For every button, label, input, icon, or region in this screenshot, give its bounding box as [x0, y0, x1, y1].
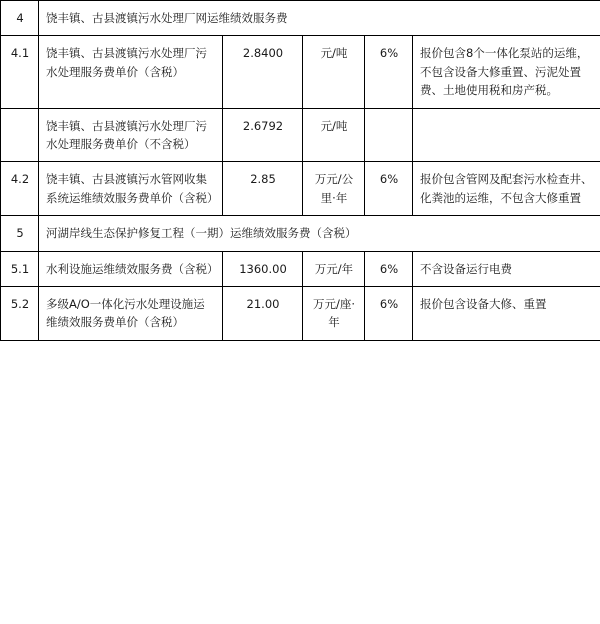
row-tax-rate: 6% [365, 251, 413, 286]
row-item-name: 水利设施运维绩效服务费（含税） [39, 251, 223, 286]
row-tax-rate: 6% [365, 36, 413, 108]
row-remark: 不含设备运行电费 [413, 251, 600, 286]
row-remark [413, 108, 600, 162]
row-number: 5.1 [1, 251, 39, 286]
row-unit: 元/吨 [303, 108, 365, 162]
table-row [1, 1, 600, 36]
row-item-name: 饶丰镇、古县渡镇污水处理厂污水处理服务费单价（不含税） [39, 108, 223, 162]
row-item-name: 饶丰镇、古县渡镇污水处理厂污水处理服务费单价（含税） [39, 36, 223, 108]
row-number: 4 [1, 1, 39, 36]
row-unit-price: 1360.00 [223, 251, 303, 286]
row-number: 5.2 [1, 286, 39, 340]
row-item-name: 饶丰镇、古县渡镇污水管网收集系统运维绩效服务费单价（含税） [39, 162, 223, 216]
row-remark: 报价包含8个一体化泵站的运维，不包含设备大修重置、污泥处置费、土地使用税和房产税。 [413, 36, 600, 108]
row-unit-price: 2.6792 [223, 108, 303, 162]
row-unit: 万元/公里·年 [303, 162, 365, 216]
row-tax-rate: 6% [365, 286, 413, 340]
row-unit: 万元/座·年 [303, 286, 365, 340]
row-group-title: 河湖岸线生态保护修复工程（一期）运维绩效服务费（含税） [39, 216, 600, 251]
row-remark: 报价包含设备大修、重置 [413, 286, 600, 340]
row-tax-rate [365, 108, 413, 162]
row-number: 5 [1, 216, 39, 251]
table-row [1, 251, 600, 286]
table-row [1, 36, 600, 108]
row-unit-price: 2.85 [223, 162, 303, 216]
row-tax-rate: 6% [365, 162, 413, 216]
row-number [1, 108, 39, 162]
table-row [1, 286, 600, 340]
row-remark: 报价包含管网及配套污水检查井、化粪池的运维，不包含大修重置 [413, 162, 600, 216]
row-unit: 元/吨 [303, 36, 365, 108]
table-row [1, 108, 600, 162]
row-group-title: 饶丰镇、古县渡镇污水处理厂网运维绩效服务费 [39, 1, 600, 36]
row-number: 4.2 [1, 162, 39, 216]
table-row [1, 216, 600, 251]
row-item-name: 多级A/O一体化污水处理设施运维绩效服务费单价（含税） [39, 286, 223, 340]
table-row [1, 162, 600, 216]
row-unit-price: 2.8400 [223, 36, 303, 108]
row-unit: 万元/年 [303, 251, 365, 286]
row-unit-price: 21.00 [223, 286, 303, 340]
row-number: 4.1 [1, 36, 39, 108]
